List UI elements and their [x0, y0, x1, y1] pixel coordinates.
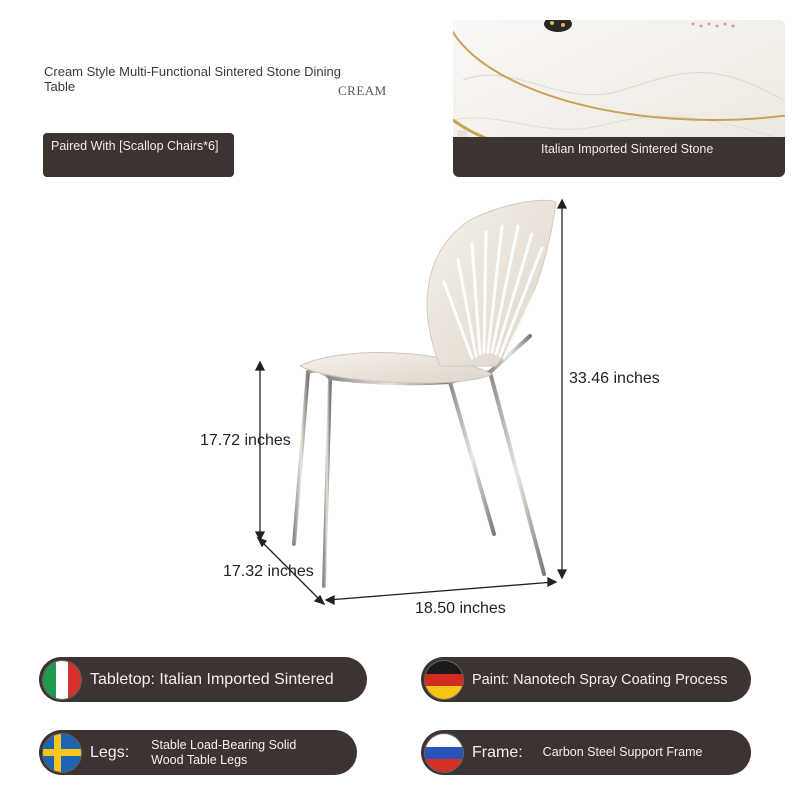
chair-height-label: 33.46 inches	[569, 370, 660, 387]
feature-legs	[39, 730, 357, 775]
feature-tabletop-label: Tabletop: Italian Imported Sintered	[90, 670, 334, 688]
chair-width-label: 18.50 inches	[415, 600, 506, 617]
product-title: Cream Style Multi-Functional Sintered Stone Dining Table	[44, 64, 341, 94]
feature-frame-detail: Carbon Steel Support Frame	[542, 745, 703, 759]
chair-depth-label: 17.32 inches	[223, 563, 314, 580]
paired-with-badge: Paired With [Scallop Chairs*6]	[43, 133, 234, 177]
italy-flag-icon	[43, 661, 81, 699]
feature-paint-label: Paint: Nanotech Spray Coating Process	[472, 671, 728, 688]
feature-tabletop	[39, 657, 367, 702]
germany-flag-icon	[425, 661, 463, 699]
scallop-chair-illustration	[190, 190, 610, 610]
sweden-flag-icon	[43, 734, 81, 772]
seat-height-label: 17.72 inches	[200, 432, 291, 449]
photo-caption: Italian Imported Sintered Stone	[453, 137, 785, 177]
russia-flag-icon	[425, 734, 463, 772]
brand-logo-text: CREAM	[338, 83, 387, 98]
feature-paint	[421, 657, 751, 702]
feature-frame	[421, 730, 751, 775]
feature-legs-detail: Stable Load-Bearing Solid Wood Table Legs	[151, 737, 297, 767]
feature-legs-label: Legs:	[90, 743, 130, 761]
feature-frame-label: Frame:	[472, 743, 523, 761]
